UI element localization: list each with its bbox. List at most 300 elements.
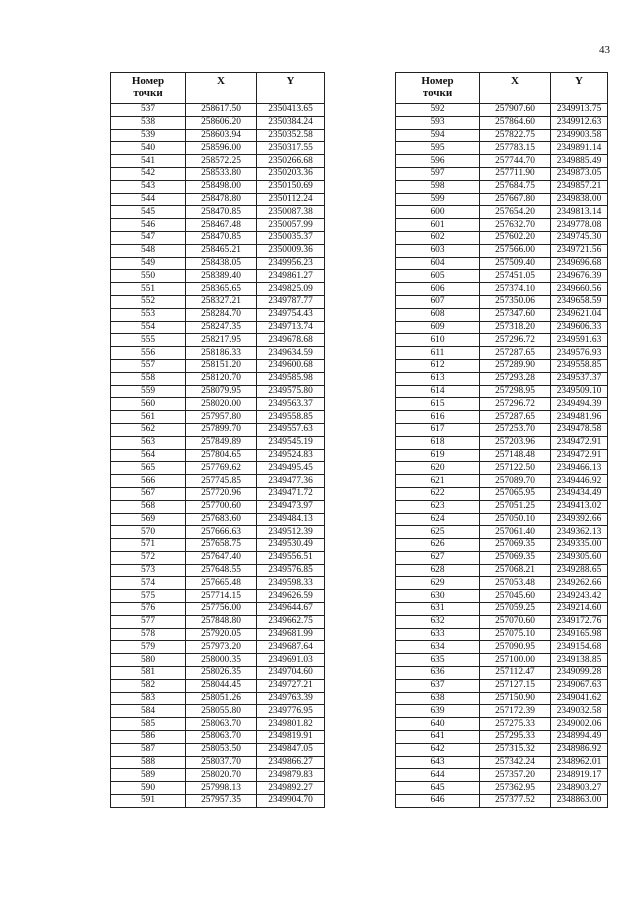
coordinates-table-right	[395, 72, 608, 808]
y-cell: 2349041.62	[551, 692, 608, 705]
point-number-header	[396, 73, 480, 104]
point-number-cell: 638	[396, 692, 480, 705]
y-cell: 2349691.03	[257, 654, 325, 667]
x-cell: 257298.95	[480, 385, 551, 398]
x-cell: 258020.00	[186, 398, 257, 411]
y-cell: 2349262.66	[551, 577, 608, 590]
x-cell: 258603.94	[186, 129, 257, 142]
y-cell: 2350384.24	[257, 116, 325, 129]
table-row	[111, 231, 325, 244]
x-cell: 257347.60	[480, 308, 551, 321]
table-row	[111, 513, 325, 526]
table-row	[396, 359, 608, 372]
x-cell: 258389.40	[186, 270, 257, 283]
x-header: X	[480, 73, 551, 104]
table-body-right	[396, 104, 608, 808]
y-cell: 2349866.27	[257, 756, 325, 769]
point-number-cell: 547	[111, 231, 186, 244]
x-cell: 257350.06	[480, 295, 551, 308]
x-cell: 257289.90	[480, 359, 551, 372]
table-row	[111, 347, 325, 360]
x-cell: 257822.75	[480, 129, 551, 142]
point-number-cell: 582	[111, 679, 186, 692]
point-number-cell: 593	[396, 116, 480, 129]
x-cell: 258120.70	[186, 372, 257, 385]
point-number-cell: 594	[396, 129, 480, 142]
x-cell: 257253.70	[480, 423, 551, 436]
table-row	[396, 539, 608, 552]
y-cell: 2349558.85	[257, 411, 325, 424]
y-cell: 2349606.33	[551, 321, 608, 334]
y-cell: 2349585.98	[257, 372, 325, 385]
table-row	[396, 679, 608, 692]
point-number-cell: 611	[396, 347, 480, 360]
x-cell: 257342.24	[480, 756, 551, 769]
point-number-cell: 550	[111, 270, 186, 283]
x-cell: 258438.05	[186, 257, 257, 270]
y-cell: 2349032.58	[551, 705, 608, 718]
x-cell: 257315.32	[480, 743, 551, 756]
point-number-cell: 586	[111, 731, 186, 744]
x-cell: 258247.35	[186, 321, 257, 334]
x-cell: 257647.40	[186, 551, 257, 564]
table-row	[396, 116, 608, 129]
y-cell: 2349512.39	[257, 526, 325, 539]
table-body-left	[111, 104, 325, 808]
table-row	[396, 603, 608, 616]
table-row	[111, 334, 325, 347]
y-cell: 2349892.27	[257, 782, 325, 795]
point-number-cell: 576	[111, 603, 186, 616]
table-row	[111, 679, 325, 692]
y-cell: 2349530.49	[257, 539, 325, 552]
y-cell: 2349473.97	[257, 500, 325, 513]
y-cell: 2349214.60	[551, 603, 608, 616]
y-cell: 2349545.19	[257, 436, 325, 449]
table-row	[111, 244, 325, 257]
point-number-cell: 615	[396, 398, 480, 411]
x-cell: 258467.48	[186, 219, 257, 232]
point-number-cell: 574	[111, 577, 186, 590]
point-number-cell: 591	[111, 795, 186, 808]
y-cell: 2348986.92	[551, 743, 608, 756]
x-cell: 257848.80	[186, 615, 257, 628]
point-number-cell: 626	[396, 539, 480, 552]
table-row	[111, 692, 325, 705]
y-cell: 2349537.37	[551, 372, 608, 385]
table-row	[111, 654, 325, 667]
y-cell: 2348994.49	[551, 731, 608, 744]
table-row	[396, 743, 608, 756]
table-row	[396, 756, 608, 769]
point-number-header	[111, 73, 186, 104]
x-cell: 257296.72	[480, 334, 551, 347]
table-row	[396, 462, 608, 475]
table-row	[111, 475, 325, 488]
table-row	[111, 206, 325, 219]
table-row	[111, 769, 325, 782]
table-row	[396, 449, 608, 462]
point-number-cell: 579	[111, 641, 186, 654]
table-row	[396, 577, 608, 590]
table-row	[111, 731, 325, 744]
y-cell: 2349558.85	[551, 359, 608, 372]
y-cell: 2349138.85	[551, 654, 608, 667]
table-row	[396, 423, 608, 436]
y-cell: 2348962.01	[551, 756, 608, 769]
point-number-cell: 537	[111, 104, 186, 117]
table-row	[396, 526, 608, 539]
x-cell: 257148.48	[480, 449, 551, 462]
x-cell: 258151.20	[186, 359, 257, 372]
point-number-cell: 609	[396, 321, 480, 334]
x-cell: 257973.20	[186, 641, 257, 654]
point-number-cell: 601	[396, 219, 480, 232]
x-cell: 257602.20	[480, 231, 551, 244]
table-row	[111, 180, 325, 193]
table-row	[111, 219, 325, 232]
point-number-cell: 646	[396, 795, 480, 808]
table-row	[396, 590, 608, 603]
table-row	[396, 692, 608, 705]
y-cell: 2350087.38	[257, 206, 325, 219]
y-cell: 2349913.75	[551, 104, 608, 117]
table-row	[396, 718, 608, 731]
y-cell: 2349904.70	[257, 795, 325, 808]
page-number: 43	[599, 44, 610, 56]
point-number-header-line1: Номер	[421, 75, 454, 87]
y-cell: 2349721.56	[551, 244, 608, 257]
point-number-cell: 596	[396, 155, 480, 168]
y-cell: 2350317.55	[257, 142, 325, 155]
table-row	[111, 500, 325, 513]
point-number-cell: 588	[111, 756, 186, 769]
x-cell: 257720.96	[186, 487, 257, 500]
x-cell: 258217.95	[186, 334, 257, 347]
table-row	[396, 206, 608, 219]
table-row	[111, 385, 325, 398]
point-number-cell: 551	[111, 283, 186, 296]
y-cell: 2349903.58	[551, 129, 608, 142]
y-cell: 2349598.33	[257, 577, 325, 590]
x-cell: 257065.95	[480, 487, 551, 500]
point-number-cell: 636	[396, 667, 480, 680]
table-row	[111, 718, 325, 731]
y-cell: 2349556.51	[257, 551, 325, 564]
x-cell: 257068.21	[480, 564, 551, 577]
point-number-cell: 557	[111, 359, 186, 372]
y-cell: 2349658.59	[551, 295, 608, 308]
table-row	[111, 411, 325, 424]
table-row	[111, 795, 325, 808]
y-cell: 2349576.85	[257, 564, 325, 577]
y-cell: 2349600.68	[257, 359, 325, 372]
table-row	[396, 795, 608, 808]
y-cell: 2349466.13	[551, 462, 608, 475]
x-cell: 257756.00	[186, 603, 257, 616]
y-cell: 2349099.28	[551, 667, 608, 680]
point-number-cell: 585	[111, 718, 186, 731]
point-number-cell: 624	[396, 513, 480, 526]
table-row	[111, 628, 325, 641]
x-cell: 257172.39	[480, 705, 551, 718]
point-number-cell: 572	[111, 551, 186, 564]
x-cell: 257362.95	[480, 782, 551, 795]
table-row	[396, 334, 608, 347]
point-number-cell: 549	[111, 257, 186, 270]
point-number-cell: 618	[396, 436, 480, 449]
point-number-cell: 563	[111, 436, 186, 449]
point-number-cell: 634	[396, 641, 480, 654]
x-cell: 257374.10	[480, 283, 551, 296]
y-cell: 2349305.60	[551, 551, 608, 564]
y-cell: 2350266.68	[257, 155, 325, 168]
point-number-cell: 631	[396, 603, 480, 616]
y-cell: 2350035.37	[257, 231, 325, 244]
table-header-row	[111, 73, 325, 104]
point-number-cell: 541	[111, 155, 186, 168]
point-number-cell: 560	[111, 398, 186, 411]
table-row	[111, 104, 325, 117]
x-cell: 257045.60	[480, 590, 551, 603]
x-cell: 257318.20	[480, 321, 551, 334]
table-row	[111, 295, 325, 308]
point-number-cell: 607	[396, 295, 480, 308]
x-cell: 257745.85	[186, 475, 257, 488]
y-cell: 2349644.67	[257, 603, 325, 616]
x-cell: 257654.20	[480, 206, 551, 219]
table-row	[396, 398, 608, 411]
table-row	[396, 295, 608, 308]
table-row	[111, 283, 325, 296]
table-row	[396, 475, 608, 488]
table-row	[396, 308, 608, 321]
y-cell: 2349478.58	[551, 423, 608, 436]
table-row	[396, 513, 608, 526]
table-row	[111, 436, 325, 449]
point-number-cell: 538	[111, 116, 186, 129]
y-cell: 2349676.39	[551, 270, 608, 283]
x-cell: 258037.70	[186, 756, 257, 769]
point-number-cell: 556	[111, 347, 186, 360]
point-number-cell: 548	[111, 244, 186, 257]
table-row	[396, 705, 608, 718]
table-row	[111, 590, 325, 603]
x-cell: 257051.25	[480, 500, 551, 513]
point-number-cell: 619	[396, 449, 480, 462]
x-cell: 258186.33	[186, 347, 257, 360]
y-cell: 2349172.76	[551, 615, 608, 628]
table-row	[396, 654, 608, 667]
point-number-cell: 545	[111, 206, 186, 219]
y-cell: 2349434.49	[551, 487, 608, 500]
y-cell: 2349472.91	[551, 449, 608, 462]
table-row	[396, 667, 608, 680]
x-cell: 257907.60	[480, 104, 551, 117]
y-cell: 2349524.83	[257, 449, 325, 462]
x-cell: 257293.28	[480, 372, 551, 385]
x-cell: 258327.21	[186, 295, 257, 308]
x-cell: 257295.33	[480, 731, 551, 744]
point-number-cell: 578	[111, 628, 186, 641]
table-row	[111, 705, 325, 718]
x-cell: 257069.35	[480, 551, 551, 564]
x-cell: 257357.20	[480, 769, 551, 782]
y-cell: 2349484.13	[257, 513, 325, 526]
y-cell: 2349634.59	[257, 347, 325, 360]
point-number-cell: 567	[111, 487, 186, 500]
point-number-cell: 606	[396, 283, 480, 296]
y-cell: 2349727.21	[257, 679, 325, 692]
point-number-cell: 622	[396, 487, 480, 500]
y-header: Y	[551, 73, 608, 104]
table-row	[111, 551, 325, 564]
table-row	[396, 347, 608, 360]
y-cell: 2348903.27	[551, 782, 608, 795]
y-cell: 2350203.36	[257, 167, 325, 180]
y-cell: 2349626.59	[257, 590, 325, 603]
table-row	[111, 667, 325, 680]
table-row	[111, 308, 325, 321]
point-number-cell: 539	[111, 129, 186, 142]
y-cell: 2349446.92	[551, 475, 608, 488]
x-cell: 258478.80	[186, 193, 257, 206]
y-cell: 2350112.24	[257, 193, 325, 206]
point-number-cell: 617	[396, 423, 480, 436]
table-row	[111, 155, 325, 168]
point-number-cell: 640	[396, 718, 480, 731]
y-cell: 2349243.42	[551, 590, 608, 603]
x-cell: 257059.25	[480, 603, 551, 616]
x-cell: 258053.50	[186, 743, 257, 756]
y-cell: 2349763.39	[257, 692, 325, 705]
x-cell: 258606.20	[186, 116, 257, 129]
point-number-cell: 602	[396, 231, 480, 244]
x-cell: 257684.75	[480, 180, 551, 193]
y-cell: 2349678.68	[257, 334, 325, 347]
point-number-cell: 633	[396, 628, 480, 641]
y-cell: 2349687.64	[257, 641, 325, 654]
y-cell: 2349819.91	[257, 731, 325, 744]
x-cell: 258572.25	[186, 155, 257, 168]
table-row	[111, 641, 325, 654]
point-number-cell: 555	[111, 334, 186, 347]
table-row	[396, 487, 608, 500]
table-row	[396, 615, 608, 628]
point-number-cell: 570	[111, 526, 186, 539]
table-row	[396, 385, 608, 398]
x-cell: 257377.52	[480, 795, 551, 808]
x-cell: 257667.80	[480, 193, 551, 206]
point-number-header-line2: точки	[422, 87, 453, 99]
x-cell: 257090.95	[480, 641, 551, 654]
table-row	[111, 423, 325, 436]
table-row	[111, 603, 325, 616]
table-row	[396, 769, 608, 782]
point-number-cell: 565	[111, 462, 186, 475]
x-cell: 257744.70	[480, 155, 551, 168]
point-number-cell: 584	[111, 705, 186, 718]
point-number-cell: 561	[111, 411, 186, 424]
y-cell: 2349857.21	[551, 180, 608, 193]
point-number-cell: 620	[396, 462, 480, 475]
x-cell: 257089.70	[480, 475, 551, 488]
table-row	[396, 193, 608, 206]
table-row	[111, 539, 325, 552]
y-cell: 2349481.96	[551, 411, 608, 424]
y-cell: 2349576.93	[551, 347, 608, 360]
table-row	[111, 270, 325, 283]
y-cell: 2349912.63	[551, 116, 608, 129]
table-row	[111, 782, 325, 795]
x-cell: 257451.05	[480, 270, 551, 283]
x-cell: 257665.48	[186, 577, 257, 590]
point-number-cell: 597	[396, 167, 480, 180]
point-number-cell: 573	[111, 564, 186, 577]
table-row	[396, 270, 608, 283]
x-cell: 257957.80	[186, 411, 257, 424]
y-cell: 2349591.63	[551, 334, 608, 347]
y-cell: 2349621.04	[551, 308, 608, 321]
table-row	[396, 244, 608, 257]
point-number-cell: 629	[396, 577, 480, 590]
table-row	[111, 526, 325, 539]
point-number-cell: 614	[396, 385, 480, 398]
point-number-cell: 558	[111, 372, 186, 385]
x-cell: 258063.70	[186, 731, 257, 744]
x-cell: 257150.90	[480, 692, 551, 705]
table-row	[111, 359, 325, 372]
x-cell: 257075.10	[480, 628, 551, 641]
point-number-cell: 625	[396, 526, 480, 539]
point-number-cell: 568	[111, 500, 186, 513]
table-row	[396, 231, 608, 244]
point-number-cell: 642	[396, 743, 480, 756]
x-header: X	[186, 73, 257, 104]
x-cell: 257700.60	[186, 500, 257, 513]
x-cell: 257849.89	[186, 436, 257, 449]
y-cell: 2349335.00	[551, 539, 608, 552]
point-number-cell: 553	[111, 308, 186, 321]
table-row	[396, 641, 608, 654]
x-cell: 258617.50	[186, 104, 257, 117]
table-row	[396, 257, 608, 270]
y-cell: 2349879.83	[257, 769, 325, 782]
y-cell: 2349509.10	[551, 385, 608, 398]
y-cell: 2349495.45	[257, 462, 325, 475]
point-number-cell: 643	[396, 756, 480, 769]
table-row	[111, 449, 325, 462]
y-cell: 2349745.30	[551, 231, 608, 244]
table-header-row	[396, 73, 608, 104]
y-cell: 2349713.74	[257, 321, 325, 334]
point-number-cell: 577	[111, 615, 186, 628]
x-cell: 257714.15	[186, 590, 257, 603]
table-row	[396, 372, 608, 385]
x-cell: 258000.35	[186, 654, 257, 667]
y-cell: 2349776.95	[257, 705, 325, 718]
table-row	[396, 500, 608, 513]
y-cell: 2350009.36	[257, 244, 325, 257]
point-number-cell: 621	[396, 475, 480, 488]
y-cell: 2349861.27	[257, 270, 325, 283]
y-cell: 2349891.14	[551, 142, 608, 155]
table-row	[111, 564, 325, 577]
x-cell: 257683.60	[186, 513, 257, 526]
y-cell: 2349392.66	[551, 513, 608, 526]
y-cell: 2349662.75	[257, 615, 325, 628]
point-number-cell: 590	[111, 782, 186, 795]
